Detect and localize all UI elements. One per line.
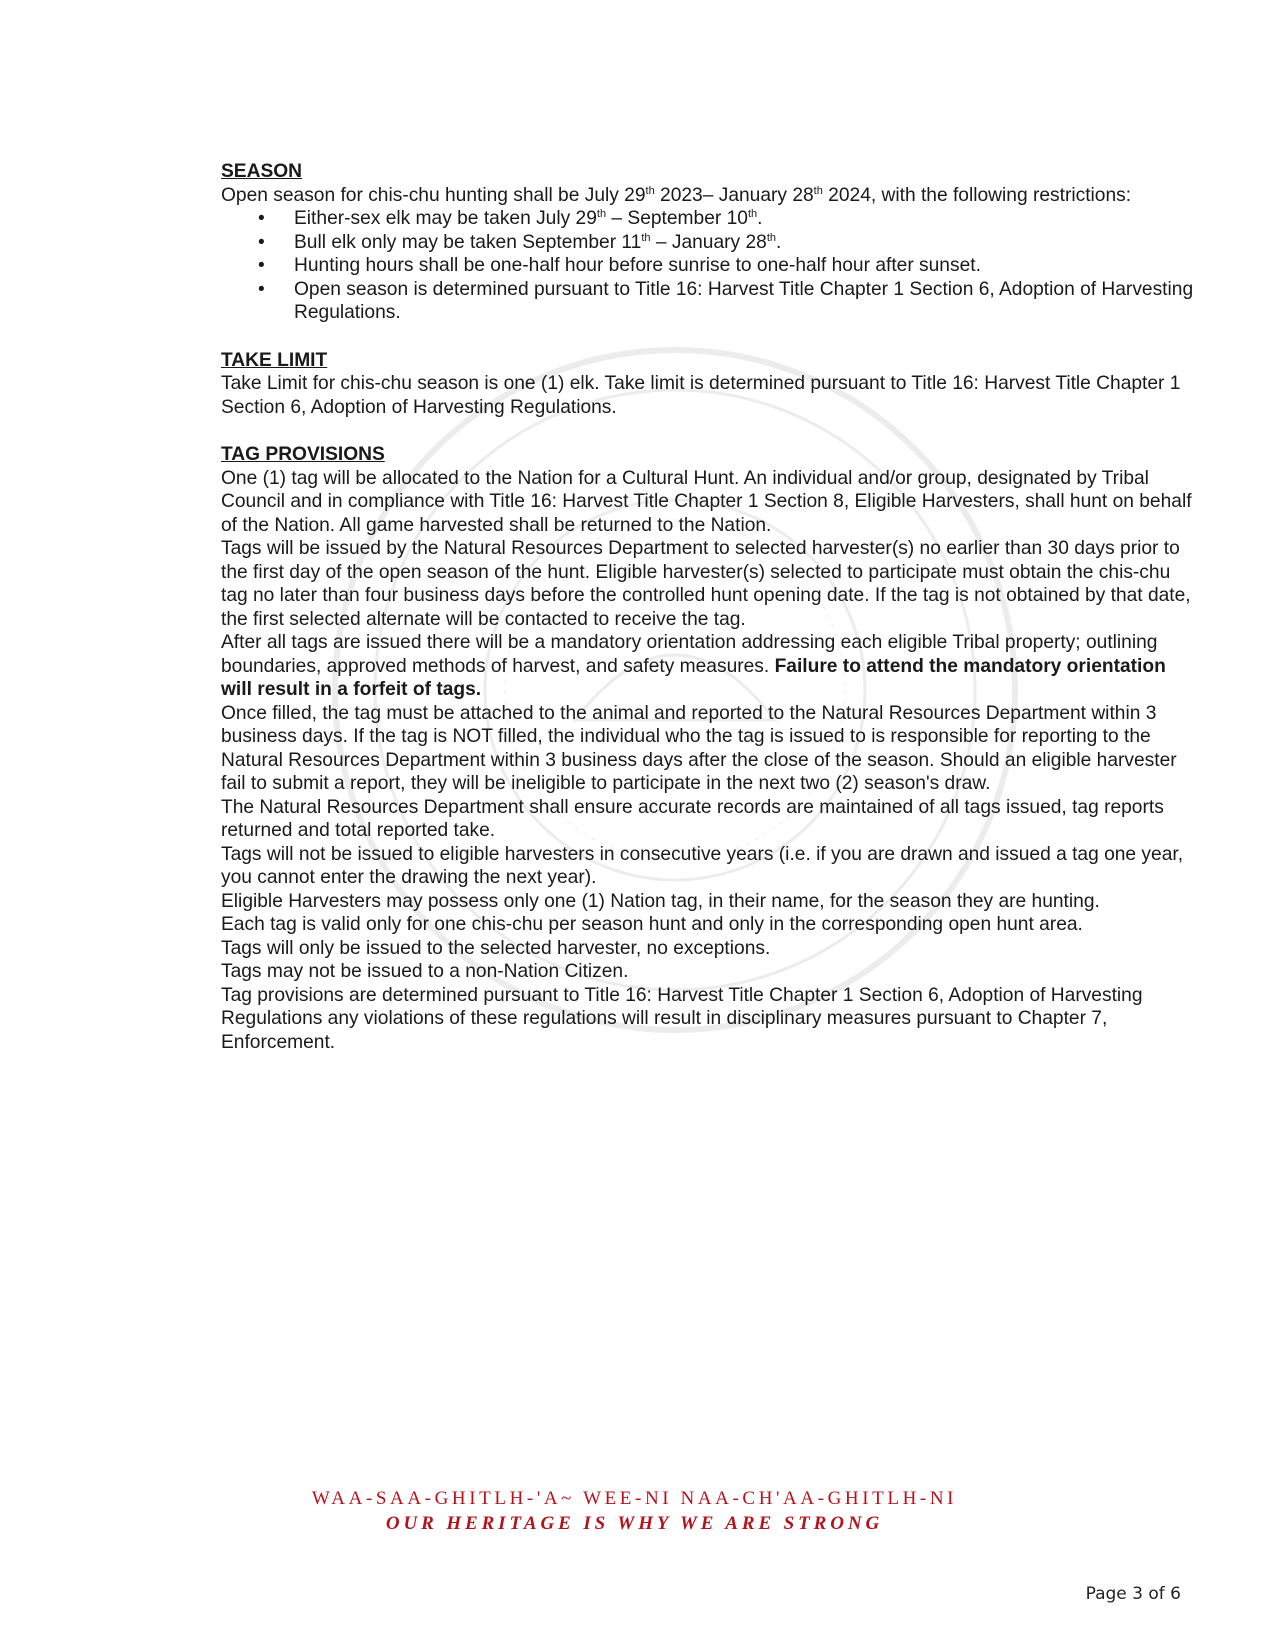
take-limit-text: Take Limit for chis-chu season is one (1) elk. Take limit is determined pursuant to Title 16: Harvest Title Chapter 1 Section 6, Adoption of Harvesting Regulations. <box>221 373 1181 418</box>
paragraph: Tags may not be issued to a non-Nation Citizen. <box>221 961 629 982</box>
document-body <box>221 160 1196 1054</box>
tag-provisions-section <box>221 443 1196 1054</box>
season-intro: Open season for chis-chu hunting shall be July 29th 2023– January 28th 2024, with the following restrictions: <box>221 184 1132 206</box>
take-limit-section <box>221 349 1196 420</box>
season-restrictions-list <box>221 207 1196 325</box>
list-item: • Either-sex elk may be taken July 29th – September 10th. <box>221 207 1196 231</box>
paragraph: Eligible Harvesters may possess only one (1) Nation tag, in their name, for the season they are hunting. <box>221 890 1100 912</box>
paragraph: After all tags are issued there will be a mandatory orientation addressing each eligible Tribal property; outlining boundaries, approved methods of harvest, and safety measures. Failure to attend the mandatory orientation will result in a forfeit of tags. <box>221 632 1166 700</box>
list-item: • Bull elk only may be taken September 11th – January 28th. <box>221 231 1196 255</box>
paragraph: Tags will be issued by the Natural Resources Department to selected harvester(s) no earlier than 30 days prior to the first day of the open season of the hunt. Eligible harvester(s) selected to participate must obtain the chis-chu tag no later than four business days before the controlled hunt opening date. If the tag is not obtained by that date, the first selected alternate will be contacted to receive the tag. <box>221 538 1191 630</box>
orientation-warning: Failure to attend the mandatory orientation will result in a forfeit of tags. <box>221 655 1166 700</box>
list-item: • Open season is determined pursuant to Title 16: Harvest Title Chapter 1 Section 6, Adoption of Harvesting Regulations. <box>221 278 1196 325</box>
footer-motto-native: WAA-SAA-GHITLH-'A~ WEE-NI NAA-CH'AA-GHITLH-NI <box>311 1488 958 1509</box>
page-number: Page 3 of 6 <box>1085 1584 1181 1604</box>
footer-motto-english: OUR HERITAGE IS WHY WE ARE STRONG <box>385 1513 884 1534</box>
paragraph: Tag provisions are determined pursuant to Title 16: Harvest Title Chapter 1 Section 6, Adoption of Harvesting Regulations any violations of these regulations will result in disciplinary measures pursuant to Chapter 7, Enforcement. <box>221 984 1143 1053</box>
paragraph: Tags will only be issued to the selected harvester, no exceptions. <box>221 937 771 959</box>
tag-provisions-heading: TAG PROVISIONS <box>221 444 385 465</box>
take-limit-heading: TAKE LIMIT <box>221 349 328 371</box>
paragraph: One (1) tag will be allocated to the Nation for a Cultural Hunt. An individual and/or group, designated by Tribal Council and in compliance with Title 16: Harvest Title Chapter 1 Section 8, Eligible Harvesters, shall hunt on behalf of the Nation. All game harvested shall be returned to the Nation. <box>221 467 1192 536</box>
paragraph: The Natural Resources Department shall ensure accurate records are maintained of all tags issued, tag reports returned and total reported take. <box>221 796 1164 841</box>
paragraph: Tags will not be issued to eligible harvesters in consecutive years (i.e. if you are drawn and issued a tag one year, you cannot enter the drawing the next year). <box>221 843 1184 888</box>
season-section <box>221 160 1196 325</box>
paragraph: Each tag is valid only for one chis-chu per season hunt and only in the corresponding open hunt area. <box>221 914 1083 935</box>
season-heading: SEASON <box>221 161 303 182</box>
paragraph: Once filled, the tag must be attached to the animal and reported to the Natural Resources Department within 3 business days. If the tag is NOT filled, the individual who the tag is issued to is responsible for reporting to the Natural Resources Department within 3 business days after the close of the season. Should an eligible harvester fail to submit a report, they will be ineligible to participate in the next two (2) season's draw. <box>221 702 1177 794</box>
list-item: • Hunting hours shall be one-half hour before sunrise to one-half hour after sunset. <box>221 254 1196 278</box>
